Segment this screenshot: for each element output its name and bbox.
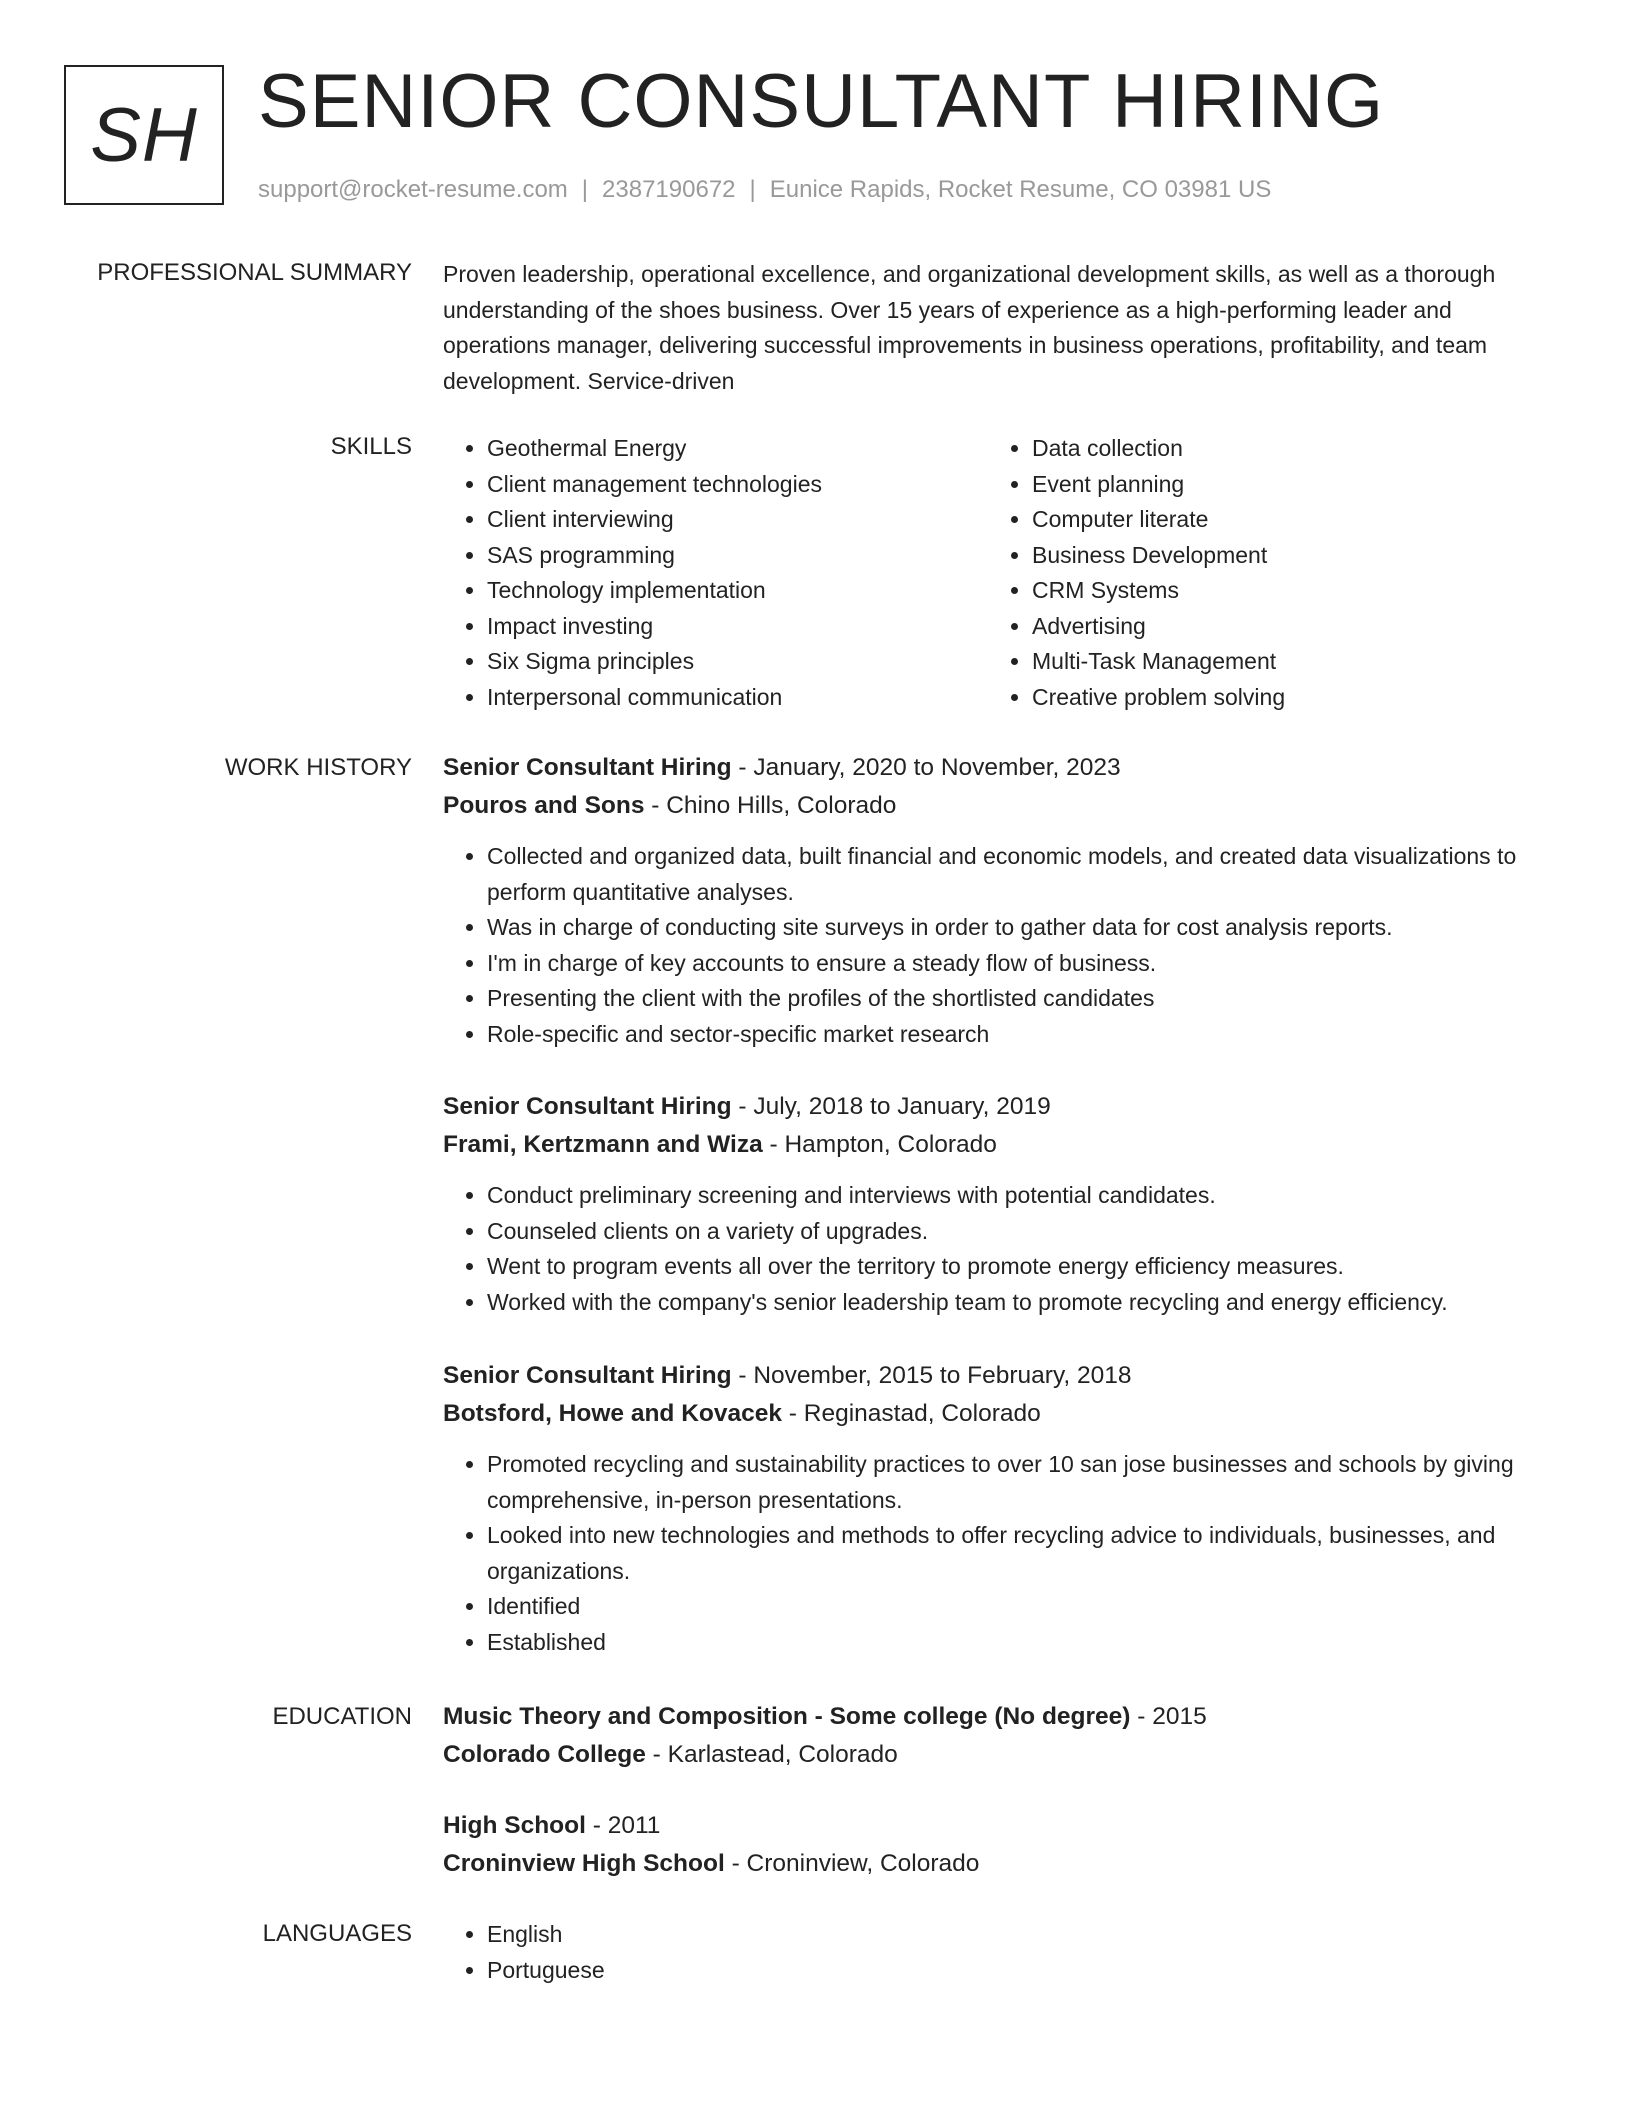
education-entry <box>443 1807 1533 1883</box>
section-label-languages: LANGUAGES <box>262 1920 412 1947</box>
section-label-skills: SKILLS <box>330 433 412 460</box>
summary-text: Proven leadership, operational excellence, and organizational development skills, as well as a thorough understanding of the shoes business. Over 15 years of experience as a high-performing leader and operations manager, delivering successful improvements in business operations, profitability, and team development. Service-driven <box>443 261 1496 394</box>
section-label-work-history: WORK HISTORY <box>224 754 412 781</box>
language-item: • Portuguese <box>487 1953 1533 1989</box>
skill-item: • Computer literate <box>1032 502 1533 538</box>
education-location: - Croninview, Colorado <box>724 1850 980 1877</box>
skills-column-right <box>988 431 1533 715</box>
job-bullet: • Looked into new technologies and methods to offer recycling advice to individuals, businesses, and organizations. <box>487 1518 1533 1589</box>
skill-item: • Multi-Task Management <box>1032 644 1533 680</box>
education-degree: Music Theory and Composition - Some college (No degree) <box>443 1703 1131 1730</box>
skills-column-left <box>443 431 988 715</box>
education-school-line <box>443 1736 1533 1774</box>
skill-item: • Data collection <box>1032 431 1533 467</box>
job-bullet: • I'm in charge of key accounts to ensure a steady flow of business. <box>487 946 1533 982</box>
job-title-line <box>443 1357 1533 1395</box>
job-bullets <box>443 1447 1533 1660</box>
language-item: • English <box>487 1917 1533 1953</box>
job-title-line <box>443 749 1533 787</box>
job-bullet: • Promoted recycling and sustainability practices to over 10 san jose businesses and schools by giving comprehensive, in-person presentations. <box>487 1447 1533 1518</box>
job-bullet: • Was in charge of conducting site surveys in order to gather data for cost analysis reports. <box>487 910 1533 946</box>
contact-separator: | <box>581 176 589 203</box>
job-title: Senior Consultant Hiring <box>443 1093 732 1120</box>
job-bullets <box>443 839 1533 1052</box>
job-bullet: • Conduct preliminary screening and interviews with potential candidates. <box>487 1178 1533 1214</box>
skills-section <box>443 431 1533 715</box>
education-degree-line <box>443 1807 1533 1845</box>
contact-phone: 2387190672 <box>602 176 736 203</box>
skill-item: • Technology implementation <box>487 573 988 609</box>
job-title: Senior Consultant Hiring <box>443 1362 732 1389</box>
job-entry <box>443 1088 1533 1320</box>
skill-item: • Creative problem solving <box>1032 680 1533 716</box>
contact-email: support@rocket-resume.com <box>258 176 568 203</box>
skills-list-right <box>988 431 1533 715</box>
section-label-summary: PROFESSIONAL SUMMARY <box>97 259 412 286</box>
job-company-line <box>443 787 1533 825</box>
skill-item: • Six Sigma principles <box>487 644 988 680</box>
skill-item: • Business Development <box>1032 538 1533 574</box>
skill-item: • CRM Systems <box>1032 573 1533 609</box>
job-title-line <box>443 1088 1533 1126</box>
job-title: Senior Consultant Hiring <box>443 754 732 781</box>
skills-list-left <box>443 431 988 715</box>
job-bullets <box>443 1178 1533 1320</box>
languages-section <box>443 1917 1533 1988</box>
job-dates: - January, 2020 to November, 2023 <box>731 754 1121 781</box>
candidate-name: SENIOR CONSULTANT HIRING <box>258 59 1385 144</box>
summary-section <box>443 257 1533 399</box>
job-location: - Chino Hills, Colorado <box>644 792 897 819</box>
section-label-education: EDUCATION <box>272 1703 412 1730</box>
job-location: - Reginastad, Colorado <box>781 1400 1041 1427</box>
job-bullet: • Worked with the company's senior leadership team to promote recycling and energy efficiency. <box>487 1285 1533 1321</box>
contact-separator: | <box>749 176 756 203</box>
monogram-initials: SH <box>90 92 198 178</box>
skill-item: • Impact investing <box>487 609 988 645</box>
job-bullet: • Went to program events all over the territory to promote energy efficiency measures. <box>487 1249 1533 1285</box>
education-school: Colorado College <box>443 1741 646 1768</box>
education-degree: High School <box>443 1812 586 1839</box>
skills-grid <box>443 431 1533 715</box>
job-company-line <box>443 1395 1533 1433</box>
job-bullet: • Presenting the client with the profiles of the shortlisted candidates <box>487 981 1533 1017</box>
education-location: - Karlastead, Colorado <box>645 1741 898 1768</box>
skill-item: • Client interviewing <box>487 502 988 538</box>
skill-item: • Event planning <box>1032 467 1533 503</box>
job-dates: - July, 2018 to January, 2019 <box>731 1093 1051 1120</box>
education-entry <box>443 1698 1533 1774</box>
education-year: - 2011 <box>585 1812 661 1839</box>
job-company-line <box>443 1126 1533 1164</box>
job-bullet: • Counseled clients on a variety of upgrades. <box>487 1214 1533 1250</box>
job-bullet: • Role-specific and sector-specific market research <box>487 1017 1533 1053</box>
monogram-badge <box>64 65 224 205</box>
skill-item: • SAS programming <box>487 538 988 574</box>
job-company: Botsford, Howe and Kovacek <box>443 1400 782 1427</box>
job-company: Frami, Kertzmann and Wiza <box>443 1131 763 1158</box>
job-entry <box>443 749 1533 1052</box>
education-school: Croninview High School <box>443 1850 725 1877</box>
skill-item: • Interpersonal communication <box>487 680 988 716</box>
skill-item: • Advertising <box>1032 609 1533 645</box>
job-location: - Hampton, Colorado <box>762 1131 997 1158</box>
job-entry <box>443 1357 1533 1660</box>
education-degree-line <box>443 1698 1533 1736</box>
job-bullet: • Identified <box>487 1589 1533 1625</box>
languages-list <box>443 1917 1533 1988</box>
job-bullet: • Collected and organized data, built financial and economic models, and created data visualizations to perform quantitative analyses. <box>487 839 1533 910</box>
job-bullet: • Established <box>487 1625 1533 1661</box>
education-school-line <box>443 1845 1533 1883</box>
skill-item: • Geothermal Energy <box>487 431 988 467</box>
contact-address: Eunice Rapids, Rocket Resume, CO 03981 US <box>769 176 1272 203</box>
contact-line <box>258 174 1271 206</box>
education-year: - 2015 <box>1130 1703 1207 1730</box>
job-dates: - November, 2015 to February, 2018 <box>731 1362 1132 1389</box>
job-company: Pouros and Sons <box>443 792 645 819</box>
skill-item: • Client management technologies <box>487 467 988 503</box>
